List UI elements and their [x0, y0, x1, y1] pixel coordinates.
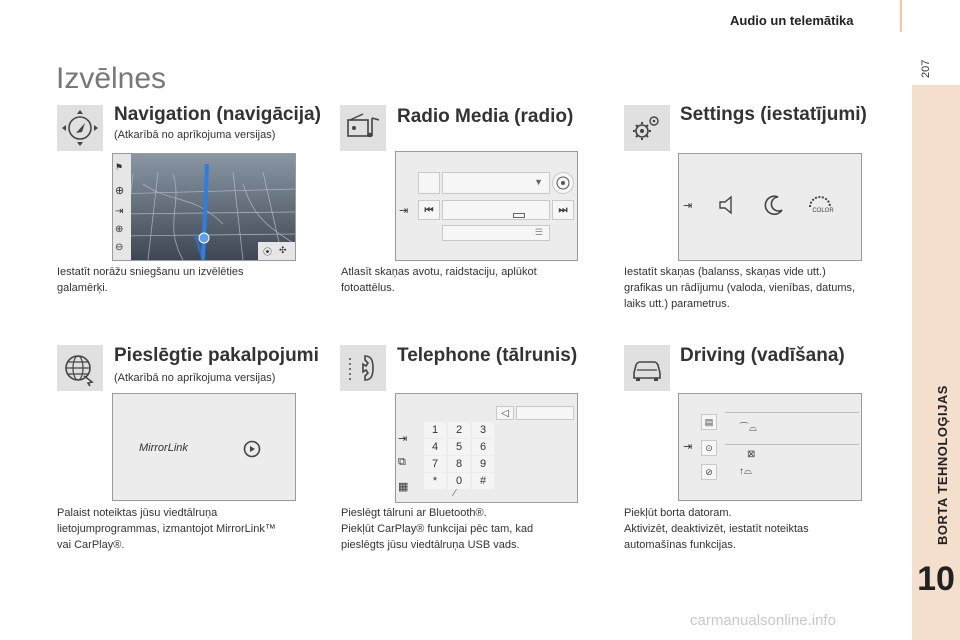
keypad-key[interactable]: 6	[472, 439, 494, 455]
driving-functions-icon[interactable]: ⊘	[701, 464, 717, 480]
keypad-key[interactable]: 4	[424, 439, 446, 455]
navigation-title: Navigation (navigācija)	[114, 104, 321, 125]
connected-services-title: Pieslēgtie pakalpojumi	[114, 345, 319, 366]
zoom-in-icon[interactable]: ⊕	[115, 224, 124, 235]
mirrorlink-logo[interactable]: MirrorLink	[139, 442, 188, 454]
phone-contacts-icon[interactable]: ⧉	[398, 456, 406, 468]
settings-exit-icon[interactable]: ⇥	[683, 200, 693, 212]
trip-computer-icon[interactable]: ▤	[701, 414, 717, 430]
watermark: carmanualsonline.info	[690, 612, 836, 629]
connected-services-icon	[57, 345, 103, 391]
radio-media-description: Atlasīt skaņas avotu, raidstaciju, aplūkot fotoattēlus.	[341, 266, 537, 294]
header-divider	[900, 0, 902, 32]
navigation-subtitle: (Atkarībā no aprīkojuma versijas)	[114, 129, 276, 141]
settings-description: Iestatīt skaņas (balanss, skaņas vide utt.) grafikas un rādījumu (valoda, vienības, datums, laiks utt.) parametrus.	[624, 266, 856, 310]
driving-screen	[678, 393, 862, 501]
keypad-key[interactable]: 1	[424, 422, 446, 438]
dropdown-icon: ▼	[534, 177, 543, 187]
keypad-key[interactable]: 9	[472, 456, 494, 472]
settings-icon	[624, 105, 670, 151]
radio-station-field[interactable]	[442, 172, 550, 194]
telephone-description: Pieslēgt tālruni ar Bluetooth®. Piekļūt CarPlay® funkcijai pēc tam, kad pieslēgts jūsu viedtālruņa USB vads.	[341, 507, 534, 551]
chapter-sidebar	[912, 85, 960, 640]
list-icon: ☰	[534, 227, 543, 237]
color-settings-icon[interactable]: COLOR	[807, 194, 839, 214]
keypad-key[interactable]: 8	[448, 456, 470, 472]
driving-title: Driving (vadīšana)	[680, 345, 845, 366]
radio-disc-icon[interactable]	[552, 172, 574, 194]
radio-list-bar[interactable]	[442, 225, 550, 241]
page-title: Izvēlnes	[56, 62, 167, 95]
exit-icon[interactable]: ⇥	[115, 206, 124, 217]
radio-media-screen	[395, 151, 578, 261]
page-number: 207	[920, 59, 932, 78]
phone-directory-icon[interactable]: ▦	[398, 481, 409, 493]
vehicle-alert-icon[interactable]: ⊠	[747, 449, 756, 460]
chapter-number: 10	[917, 560, 955, 598]
telephone-icon	[340, 345, 386, 391]
backspace-button[interactable]: ◁	[496, 406, 514, 420]
keypad-key[interactable]: #	[472, 473, 494, 489]
navigation-description: Iestatīt norāžu sniegšanu un izvēlēties galamērķi.	[57, 266, 244, 294]
phone-number-field[interactable]	[516, 406, 574, 420]
vehicle-front-icon[interactable]: ⌒⌓	[739, 423, 757, 434]
keypad-key[interactable]: 2	[448, 422, 470, 438]
driving-icon	[624, 345, 670, 391]
vehicle-side-icon[interactable]: ↑⌓	[739, 466, 752, 477]
driving-exit-icon[interactable]: ⇥	[683, 441, 693, 453]
keypad-key[interactable]: 7	[424, 456, 446, 472]
navigation-icon	[57, 105, 103, 151]
keypad-key[interactable]: 3	[472, 422, 494, 438]
keypad-key[interactable]: 0	[448, 473, 470, 489]
driving-description: Piekļūt borta datoram. Aktivizēt, deaktivizēt, iestatīt noteiktas automašīnas funkcijas.	[624, 507, 809, 551]
radio-exit-icon[interactable]: ⇥	[399, 205, 409, 217]
vehicle-settings-icon[interactable]: ⊙	[701, 440, 717, 456]
zoom-out-icon[interactable]: ⊖	[115, 242, 124, 253]
speaker-icon[interactable]	[717, 194, 735, 216]
phone-exit-icon[interactable]: ⇥	[398, 433, 408, 445]
radio-media-title: Radio Media (radio)	[397, 106, 574, 127]
flag-icon[interactable]: ⚑	[115, 162, 124, 172]
header-title: Audio un telemātika	[730, 13, 854, 28]
radio-source-button[interactable]	[418, 172, 440, 194]
next-track-button[interactable]: ⏭	[552, 200, 574, 220]
previous-track-button[interactable]: ⏮	[418, 200, 440, 220]
connected-services-description: Palaist noteiktas jūsu viedtālruņa lietojumprogrammas, izmantojot MirrorLink™ vai CarPlay®.	[57, 507, 276, 551]
crosshair-icon[interactable]: ⊕	[115, 185, 125, 197]
settings-title: Settings (iestatījumi)	[680, 104, 867, 125]
radio-frequency-bar	[442, 200, 550, 220]
keypad-key[interactable]: 5	[448, 439, 470, 455]
location-pin-icon[interactable]: ⦿	[263, 247, 273, 257]
telephone-title: Telephone (tālrunis)	[397, 345, 578, 366]
radio-media-icon	[340, 105, 386, 151]
settings-screen	[678, 153, 862, 261]
map-options-icon[interactable]: ✣	[279, 245, 287, 255]
carplay-icon[interactable]	[243, 440, 261, 458]
connected-services-screen	[112, 393, 296, 501]
chapter-label: BORTA TEHNOLOĢIJAS	[935, 385, 950, 545]
navigation-screen	[112, 153, 296, 261]
night-mode-icon[interactable]	[763, 194, 785, 216]
telephone-screen	[395, 393, 578, 503]
call-icon[interactable]: ⁄	[454, 488, 456, 499]
connected-services-subtitle: (Atkarībā no aprīkojuma versijas)	[114, 372, 276, 384]
keypad-key[interactable]: *	[424, 473, 446, 489]
